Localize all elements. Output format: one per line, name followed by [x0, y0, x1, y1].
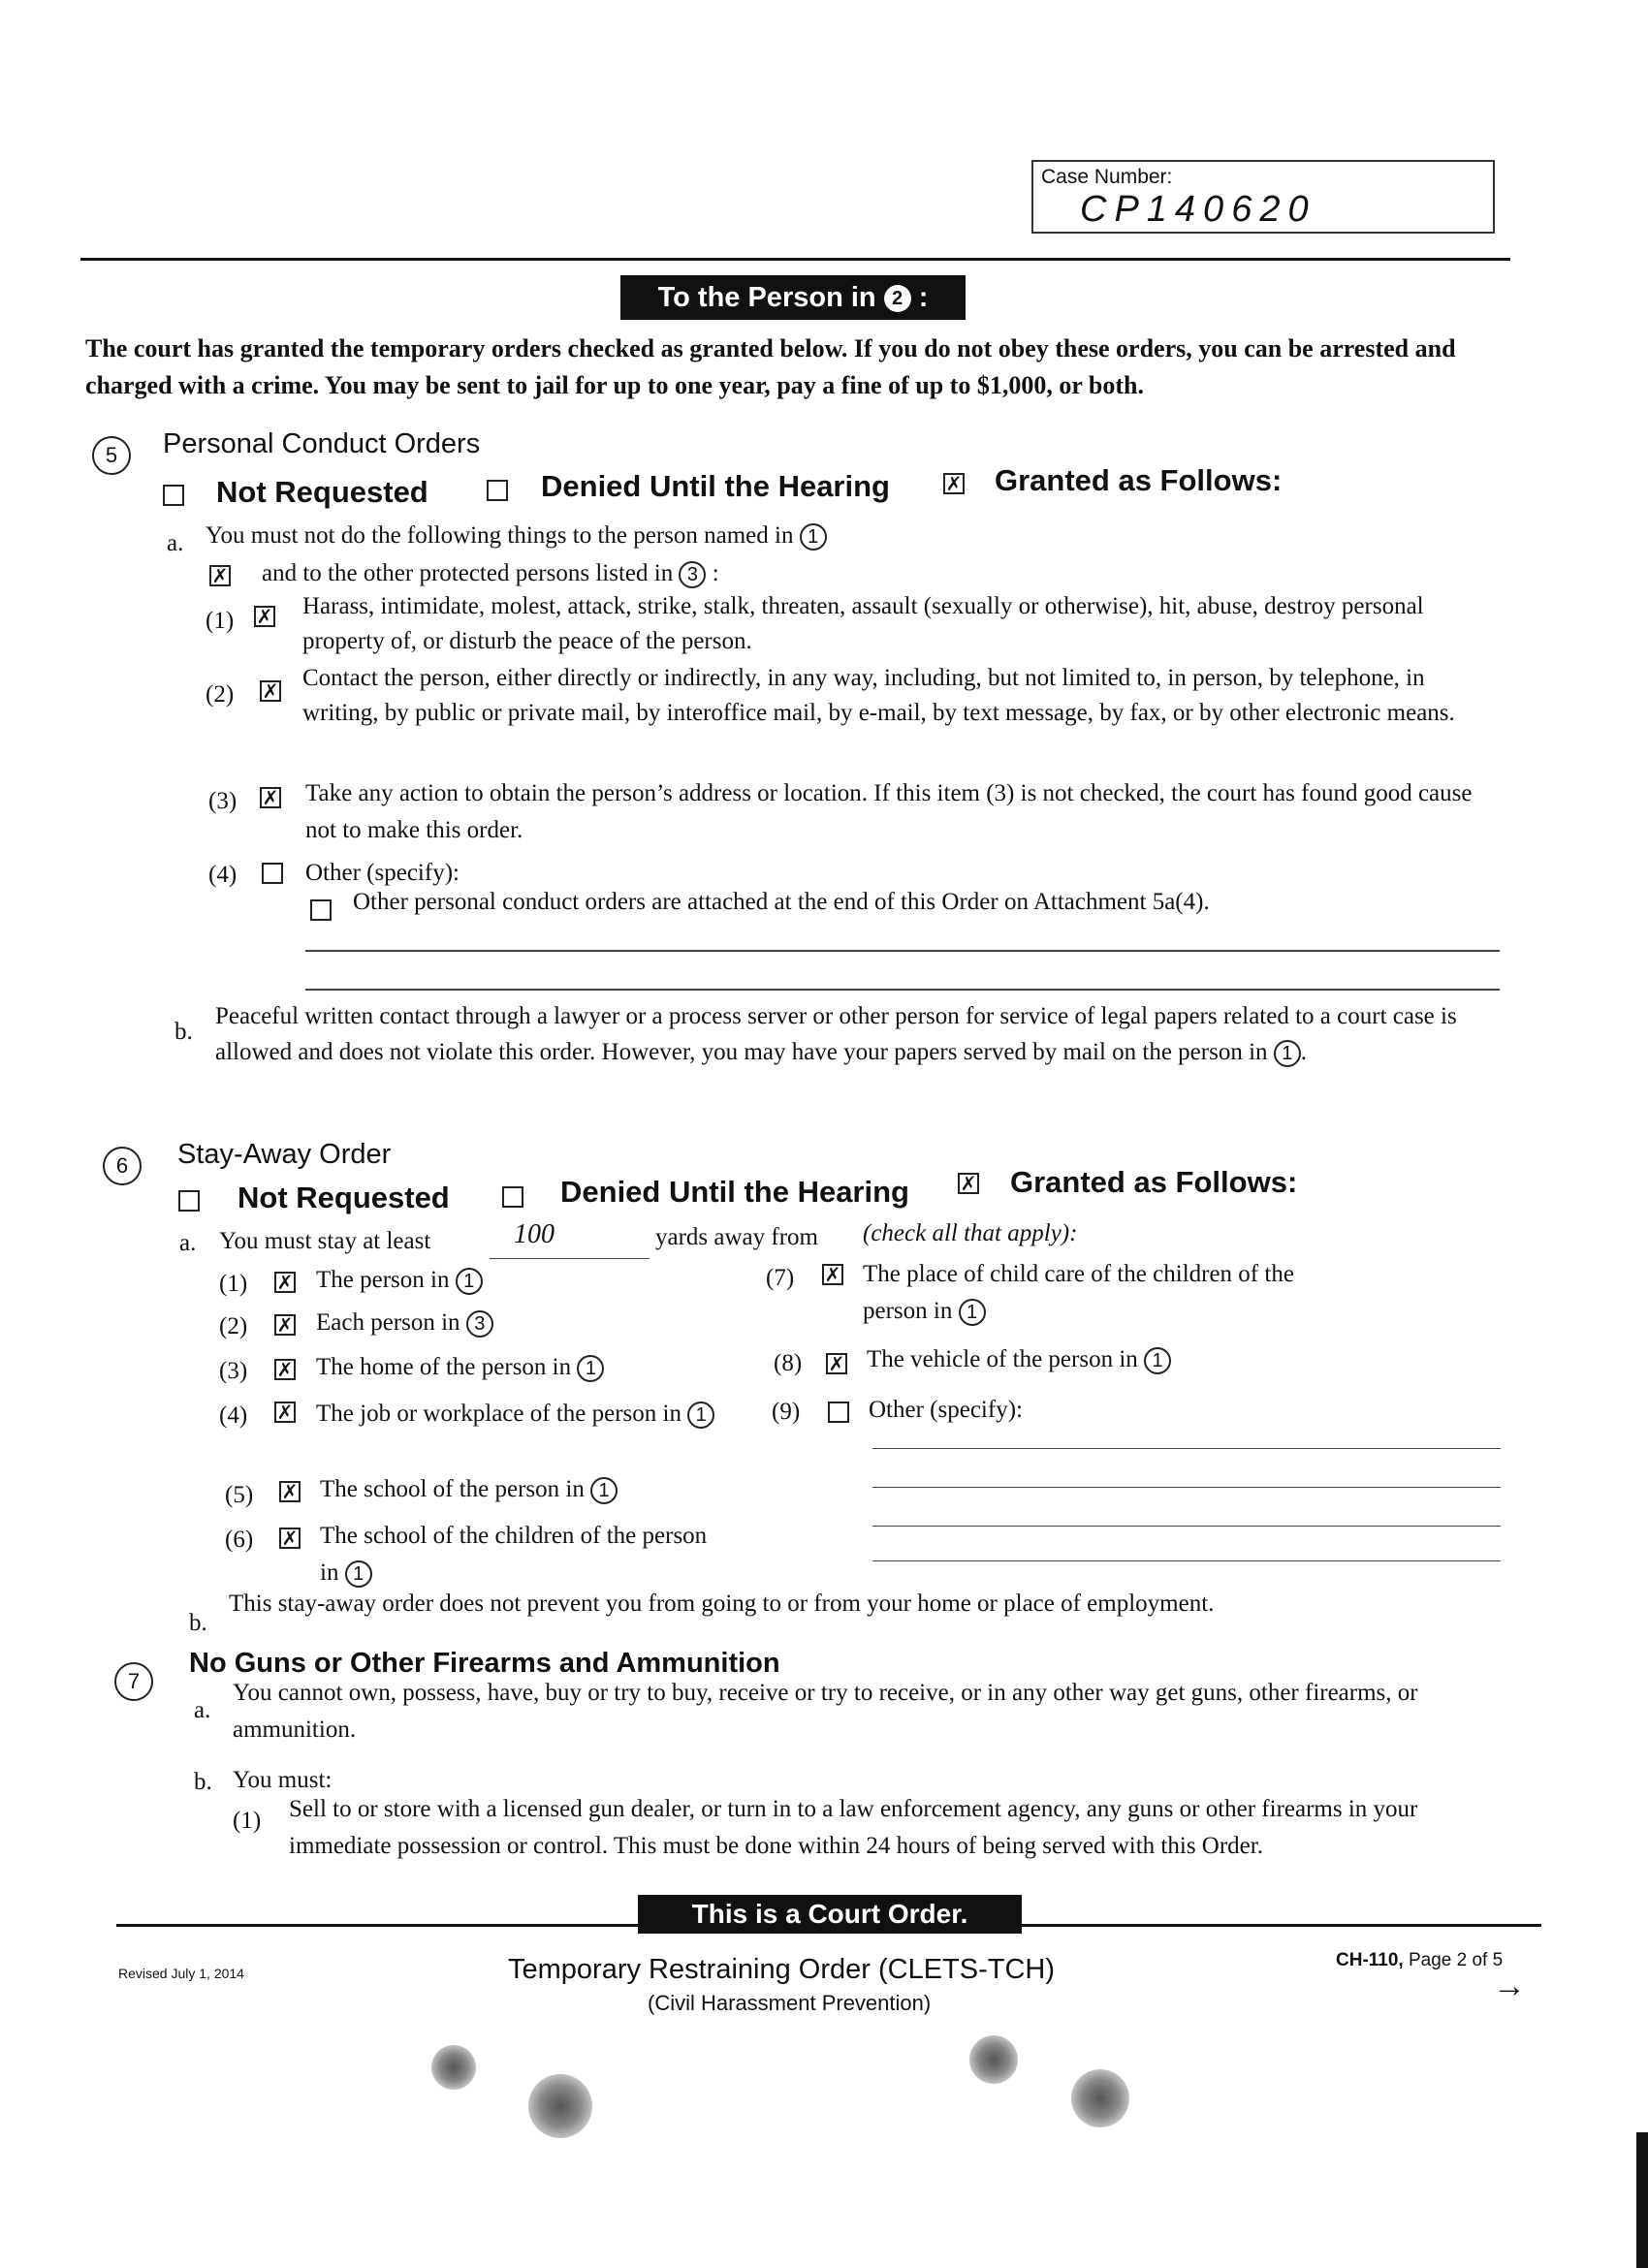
section-7-number: 7 — [114, 1662, 153, 1701]
s6-item4-text: The job or workplace of the person in — [316, 1401, 681, 1427]
s5-granted-label: Granted as Follows: — [995, 463, 1283, 497]
footer-title: Temporary Restraining Order (CLETS-TCH) — [508, 1954, 1056, 1985]
s7b-text: You must: — [233, 1767, 333, 1793]
s6-item7-text: The place of child care of the children of the person in — [863, 1261, 1294, 1324]
s6-item6-checkbox[interactable]: ✗ — [279, 1528, 301, 1549]
s6-item8-circle: 1 — [1144, 1347, 1171, 1374]
s6-item2-circle: 3 — [466, 1310, 493, 1338]
s6a-yards-line — [490, 1258, 650, 1259]
scan-hole-1 — [431, 2045, 476, 2090]
s6-item3-line — [316, 1353, 604, 1382]
s5a-line — [206, 521, 827, 551]
s6-item4-num: (4) — [219, 1402, 248, 1429]
top-rule — [80, 258, 1510, 261]
s6-item8-text: The vehicle of the person in — [867, 1346, 1138, 1372]
s6-item3-text: The home of the person in — [316, 1354, 572, 1380]
case-number-label: Case Number: — [1041, 166, 1173, 188]
s5b-line — [215, 998, 1495, 1070]
section-5-number: 5 — [92, 436, 131, 475]
s5a-other-line — [262, 559, 719, 588]
s6-item8-checkbox[interactable]: ✗ — [826, 1353, 847, 1374]
s6-item7-line — [863, 1256, 1347, 1330]
s6-item7-circle: 1 — [959, 1299, 986, 1326]
s6-item6-circle: 1 — [345, 1560, 372, 1588]
s5b-text: Peaceful written contact through a lawyer or a process server or other person for service of legal papers related to a court case is allowed and does not violate this order. However, you may have your papers served by mail on the person in — [215, 1003, 1457, 1065]
s5a-other-circle: 3 — [679, 561, 706, 588]
s5-item3-num: (3) — [208, 788, 238, 814]
banner-colon: : — [918, 282, 929, 313]
s6-item1-num: (1) — [219, 1271, 248, 1297]
next-page-arrow-icon: → — [1493, 1968, 1526, 2004]
s5-other-line-1 — [305, 950, 1500, 952]
s6-item2-line — [316, 1308, 493, 1338]
scan-hole-2 — [528, 2074, 592, 2138]
s6-item2-num: (2) — [219, 1313, 248, 1339]
s6-item8-line — [867, 1345, 1171, 1374]
s5-item1-text: Harass, intimidate, molest, attack, strike, stalk, threaten, assault (sexually or otherwise), hit, abuse, destroy personal property of, or disturb the peace of the person. — [302, 593, 1424, 654]
s6-item2-checkbox[interactable]: ✗ — [274, 1314, 296, 1336]
s6-item2-text: Each person in — [316, 1309, 460, 1336]
s6-denied-checkbox[interactable] — [502, 1186, 523, 1208]
s6-item5-text: The school of the person in — [320, 1476, 585, 1502]
s6-denied-label: Denied Until the Hearing — [560, 1175, 909, 1209]
s6a-text3: (check all that apply): — [863, 1220, 1078, 1246]
s6-granted-label: Granted as Follows: — [1010, 1165, 1298, 1199]
s6-item7-checkbox[interactable]: ✗ — [822, 1264, 843, 1285]
s6-item1-checkbox[interactable]: ✗ — [274, 1272, 296, 1293]
s6-item8-num: (8) — [774, 1350, 803, 1376]
s6-item3-num: (3) — [219, 1358, 248, 1384]
s6-item9-text: Other (specify): — [869, 1397, 1023, 1423]
scan-hole-4 — [1071, 2069, 1129, 2127]
banner-circle: 2 — [884, 285, 911, 312]
s5-attachment-checkbox[interactable] — [310, 899, 332, 921]
s5-item2-checkbox[interactable]: ✗ — [260, 680, 281, 702]
s6-item6-line — [320, 1518, 708, 1591]
s6a-text2: yards away from — [655, 1224, 818, 1250]
footer-form-page — [1336, 1950, 1503, 1971]
case-number-value: CP140620 — [1080, 189, 1316, 230]
section-6-number: 6 — [103, 1147, 142, 1185]
s5a-colon: : — [712, 560, 719, 586]
section-6-title: Stay-Away Order — [177, 1139, 392, 1170]
s6a-text: You must stay at least — [219, 1228, 431, 1254]
s5a-other-text: and to the other protected persons listed in — [262, 560, 674, 586]
s6-granted-checkbox[interactable]: ✗ — [958, 1173, 979, 1194]
s6-item1-line — [316, 1266, 483, 1295]
s5-item1-num: (1) — [206, 608, 235, 634]
s6-item9-num: (9) — [772, 1399, 801, 1425]
s6-other-line-4 — [872, 1560, 1501, 1561]
s5-attachment-text: Other personal conduct orders are attached at the end of this Order on Attachment 5a(4). — [353, 889, 1210, 915]
s6-not-requested-checkbox[interactable] — [178, 1190, 200, 1212]
s6-item4-checkbox[interactable]: ✗ — [274, 1402, 296, 1423]
footer-page: Page 2 of 5 — [1408, 1950, 1504, 1970]
s6-not-requested-label: Not Requested — [238, 1181, 450, 1214]
s5-item3-checkbox[interactable]: ✗ — [260, 787, 281, 808]
s5a-label: a. — [167, 530, 184, 556]
s5-item4-num: (4) — [208, 862, 238, 888]
s5-not-requested-checkbox[interactable] — [163, 485, 184, 506]
s6-other-line-2 — [872, 1487, 1501, 1488]
s6-item5-line — [320, 1475, 618, 1504]
s6-item4-line — [316, 1396, 733, 1433]
s5-item2-text: Contact the person, either directly or indirectly, in any way, including, but not limited to, in person, by telephone, in writing, by public or private mail, by interoffice mail, by e-mail, by text message, by fax, or by other electronic means. — [302, 665, 1455, 726]
s5-item3-text: Take any action to obtain the person’s address or location. If this item (3) is not checked, the court has found good cause not to make this order. — [305, 780, 1473, 843]
s6-item3-circle: 1 — [577, 1355, 604, 1382]
s7b1-text: Sell to or store with a licensed gun dealer, or turn in to a law enforcement agency, any guns or other firearms in your immediate possession or control. This must be done within 24 hours of being served with this Order. — [289, 1796, 1418, 1859]
s5b-circle: 1 — [1274, 1040, 1301, 1067]
banner-to-person — [620, 275, 966, 320]
s6-item5-circle: 1 — [590, 1477, 618, 1504]
s6-item4-circle: 1 — [687, 1402, 714, 1429]
s6-item5-num: (5) — [225, 1482, 254, 1508]
s6-other-line-1 — [872, 1448, 1501, 1449]
court-order-banner: This is a Court Order. — [638, 1895, 1022, 1934]
s5-other-line-2 — [305, 989, 1500, 991]
s5-denied-checkbox[interactable] — [487, 480, 508, 501]
s6a-yards-value: 100 — [514, 1219, 555, 1249]
section-7-title: No Guns or Other Firearms and Ammunition — [189, 1648, 780, 1679]
s6-other-line-3 — [872, 1526, 1501, 1527]
s5-item4-checkbox[interactable] — [262, 863, 283, 884]
s5-item1-checkbox[interactable]: ✗ — [254, 606, 275, 627]
s5-item2-num: (2) — [206, 681, 235, 708]
section-5-title: Personal Conduct Orders — [163, 428, 481, 459]
s5-item4-text: Other (specify): — [305, 860, 460, 886]
s5-granted-checkbox[interactable]: ✗ — [943, 473, 965, 494]
s5a-text: You must not do the following things to the person named in — [206, 522, 794, 549]
s5b-label: b. — [174, 1019, 193, 1045]
s6-item3-checkbox[interactable]: ✗ — [274, 1359, 296, 1380]
s6-item1-text: The person in — [316, 1267, 450, 1293]
s5a-circle: 1 — [800, 523, 827, 551]
footer-revised: Revised July 1, 2014 — [118, 1966, 244, 1981]
s5-denied-label: Denied Until the Hearing — [541, 469, 890, 503]
s7a-label: a. — [194, 1697, 211, 1723]
s7b1-num: (1) — [233, 1808, 262, 1834]
s6-item5-checkbox[interactable]: ✗ — [279, 1481, 301, 1502]
s5-not-requested-label: Not Requested — [216, 475, 428, 509]
scan-hole-3 — [969, 2035, 1018, 2084]
footer-subtitle: (Civil Harassment Prevention) — [648, 1991, 932, 2015]
footer-rule — [116, 1924, 1541, 1927]
s6-item7-num: (7) — [766, 1265, 795, 1291]
s7a-text: You cannot own, possess, have, buy or try to buy, receive or try to receive, or in any other way get guns, other firearms, or ammunition. — [233, 1680, 1418, 1743]
s7b-label: b. — [194, 1769, 212, 1795]
case-number-box — [1031, 160, 1495, 234]
s6-item9-checkbox[interactable] — [828, 1402, 849, 1423]
s6b-text: This stay-away order does not prevent you from going to or from your home or place of employment. — [229, 1591, 1215, 1617]
s5a-other-protected-checkbox[interactable]: ✗ — [209, 565, 231, 586]
footer-form-id: CH-110, — [1336, 1950, 1404, 1970]
s5b-end: . — [1300, 1039, 1308, 1065]
s6-item6-num: (6) — [225, 1527, 254, 1553]
banner-text: To the Person in — [657, 282, 876, 313]
scan-edge-bar — [1636, 2132, 1648, 2268]
s6b-label: b. — [189, 1610, 207, 1636]
s6-item1-circle: 1 — [456, 1268, 483, 1295]
s6a-label: a. — [179, 1230, 197, 1256]
s6-item6-text: The school of the children of the person in — [320, 1523, 708, 1586]
warning-text: The court has granted the temporary orders checked as granted below. If you do not obey these orders, you can be arrested and charged with a crime. You may be sent to jail for up to one year, pay a fine of up to $1,000, or both. — [85, 334, 1456, 399]
